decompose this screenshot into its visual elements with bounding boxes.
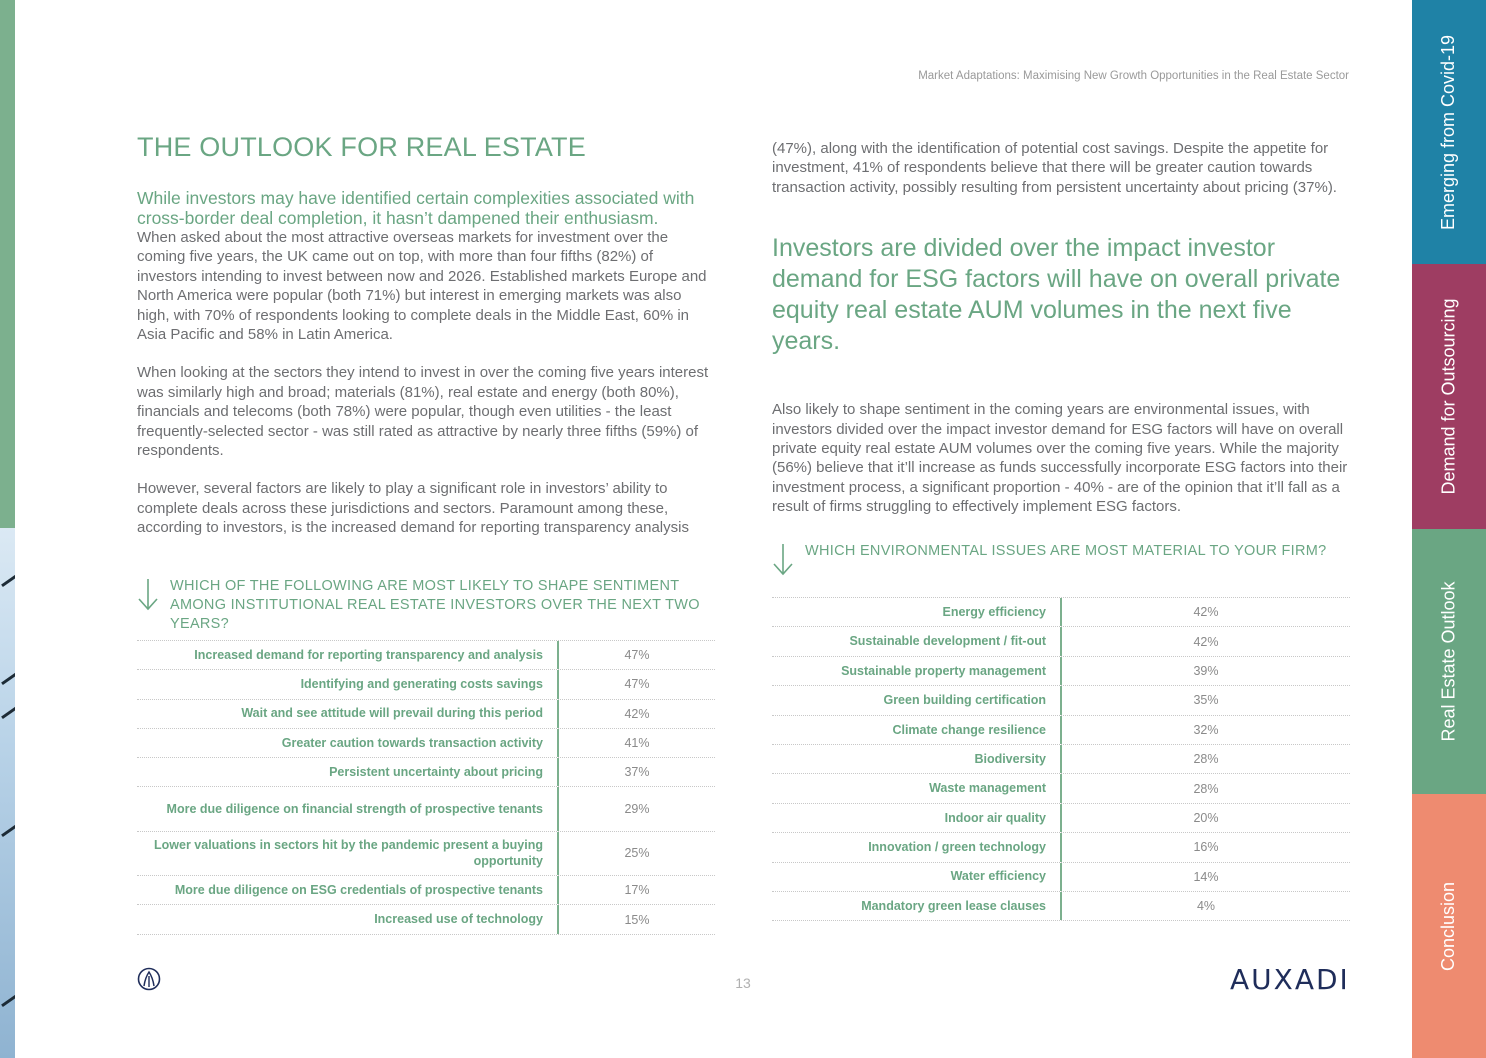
question-text: WHICH OF THE FOLLOWING ARE MOST LIKELY TO SHAPE SENTIMENT AMONG INSTITUTIONAL REAL ESTATE INVESTORS OVER THE NEXT TWO YEARS?	[170, 578, 700, 632]
table-row	[137, 787, 715, 831]
logo-mark-icon	[137, 967, 161, 991]
row-label: Increased demand for reporting transparency and analysis	[137, 641, 559, 669]
right-column	[772, 139, 1350, 536]
row-label: Innovation / green technology	[772, 833, 1062, 861]
row-label: Energy efficiency	[772, 598, 1062, 626]
row-value: 39%	[1193, 663, 1219, 678]
row-value: 42%	[1193, 605, 1219, 620]
table-row	[137, 641, 715, 670]
row-label: Mandatory green lease clauses	[772, 892, 1062, 920]
arrow-down-icon	[772, 542, 794, 578]
body-paragraph: When asked about the most attractive overseas markets for investment over the coming five years, the UK came out on top, with more than four fifths (82%) of investors intending to invest between now and 2026. Established markets Europe and North America were popular (both 71%) but interest in emerging markets was also high, with 70% of respondents looking to complete deals in the Middle East, 60% in Asia Pacific and 58% in Latin America.	[137, 229, 707, 344]
row-value: 41%	[624, 736, 650, 751]
row-value: 28%	[1193, 781, 1219, 796]
left-photo-strip	[0, 528, 15, 1058]
table-row	[137, 876, 715, 905]
page-number: 13	[735, 975, 751, 991]
question-heading-left	[137, 577, 717, 634]
row-value: 16%	[1193, 840, 1219, 855]
table-row	[772, 833, 1350, 862]
body-paragraph: (47%), along with the identification of potential cost savings. Despite the appetite for investment, 41% of respondents believe that there will be greater caution towards transaction activity, possibly resulting from persistent uncertainty about pricing (37%).	[772, 140, 1337, 196]
body-paragraph: Also likely to shape sentiment in the coming years are environmental issues, with investors divided over the impact investor demand for ESG factors will have on overall private equity real estate AUM volumes over the coming five years. While the majority (56%) believe that it’ll increase as funds successfully incorporate ESG factors into their investment process, a significant proportion - 40% - are of the opinion that it’ll fall as a result of firms struggling to effectively implement ESG factors.	[772, 401, 1348, 516]
row-value: 47%	[624, 648, 650, 663]
row-value: 25%	[624, 846, 650, 861]
row-label: Sustainable development / fit-out	[772, 627, 1062, 655]
left-green-band	[0, 0, 15, 528]
row-label: Wait and see attitude will prevail during this period	[137, 700, 559, 728]
intro-text: While investors may have identified certain complexities associated with cross-border deal completion, it hasn’t dampened their enthusiasm.	[137, 188, 695, 228]
row-value: 42%	[1193, 634, 1219, 649]
row-value: 14%	[1193, 869, 1219, 884]
row-label: Climate change resilience	[772, 716, 1062, 744]
row-label: Green building certification	[772, 686, 1062, 714]
tab-demand-for-outsourcing[interactable]: Demand for Outsourcing	[1412, 264, 1486, 529]
row-label: Lower valuations in sectors hit by the pandemic present a buying opportunity	[137, 832, 559, 875]
row-label: More due diligence on ESG credentials of prospective tenants	[137, 876, 559, 904]
table-row	[137, 700, 715, 729]
row-value: 47%	[624, 677, 650, 692]
question-heading-right	[772, 542, 1350, 578]
body-paragraph: However, several factors are likely to play a significant role in investors’ ability to complete deals across these jurisdictions and sectors. Paramount among these, according to investors, is the increased demand for reporting transparency analysis	[137, 480, 689, 537]
table-row	[772, 774, 1350, 803]
row-label: Biodiversity	[772, 745, 1062, 773]
row-value: 37%	[624, 765, 650, 780]
section-tabs	[1412, 0, 1486, 1058]
row-label: Identifying and generating costs savings	[137, 670, 559, 698]
row-value: 35%	[1193, 693, 1219, 708]
tab-conclusion[interactable]: Conclusion	[1412, 794, 1486, 1058]
row-label: Indoor air quality	[772, 804, 1062, 832]
sentiment-table	[137, 640, 715, 935]
row-label: Persistent uncertainty about pricing	[137, 758, 559, 786]
row-value: 29%	[624, 802, 650, 817]
table-row	[772, 745, 1350, 774]
table-row	[772, 863, 1350, 892]
row-value: 28%	[1193, 752, 1219, 767]
table-row	[137, 905, 715, 934]
table-row	[137, 670, 715, 699]
page-title: THE OUTLOOK FOR REAL ESTATE	[137, 132, 586, 162]
row-value: 15%	[624, 912, 650, 927]
row-label: Greater caution towards transaction activity	[137, 729, 559, 757]
left-edge-strip	[0, 0, 15, 1058]
arrow-down-icon	[137, 577, 159, 613]
row-label: Sustainable property management	[772, 657, 1062, 685]
question-text: WHICH ENVIRONMENTAL ISSUES ARE MOST MATERIAL TO YOUR FIRM?	[805, 543, 1327, 559]
row-value: 4%	[1196, 899, 1216, 914]
table-row	[772, 657, 1350, 686]
table-row	[772, 804, 1350, 833]
row-label: Water efficiency	[772, 863, 1062, 891]
environmental-table	[772, 597, 1350, 921]
running-header: Market Adaptations: Maximising New Growth Opportunities in the Real Estate Sector	[918, 70, 1349, 82]
row-label: More due diligence on financial strength of prospective tenants	[137, 787, 559, 830]
tab-emerging-from-covid[interactable]: Emerging from Covid-19	[1412, 0, 1486, 264]
table-row	[137, 832, 715, 876]
table-row	[137, 729, 715, 758]
tab-real-estate-outlook[interactable]: Real Estate Outlook	[1412, 529, 1486, 794]
table-row	[772, 627, 1350, 656]
row-value: 20%	[1193, 810, 1219, 825]
table-row	[772, 598, 1350, 627]
row-value: 17%	[624, 883, 650, 898]
row-value: 42%	[624, 706, 650, 721]
brand-logo: AUXADI	[1230, 963, 1350, 996]
left-column	[137, 132, 715, 557]
pull-quote: Investors are divided over the impact investor demand for ESG factors will have on overall private equity real estate AUM volumes in the next five years.	[772, 234, 1341, 356]
table-row	[772, 686, 1350, 715]
row-label: Waste management	[772, 774, 1062, 802]
row-value: 32%	[1193, 722, 1219, 737]
row-label: Increased use of technology	[137, 905, 559, 933]
body-paragraph: When looking at the sectors they intend to invest in over the coming five years interest was similarly high and broad; materials (81%), real estate and energy (both 80%), financials and telecoms (both 78%) were popular, though even utilities - the least frequently-selected sector - was still rated as attractive by nearly three fifths (59%) of respondents.	[137, 364, 709, 460]
table-row	[772, 892, 1350, 921]
table-row	[772, 716, 1350, 745]
table-row	[137, 758, 715, 787]
